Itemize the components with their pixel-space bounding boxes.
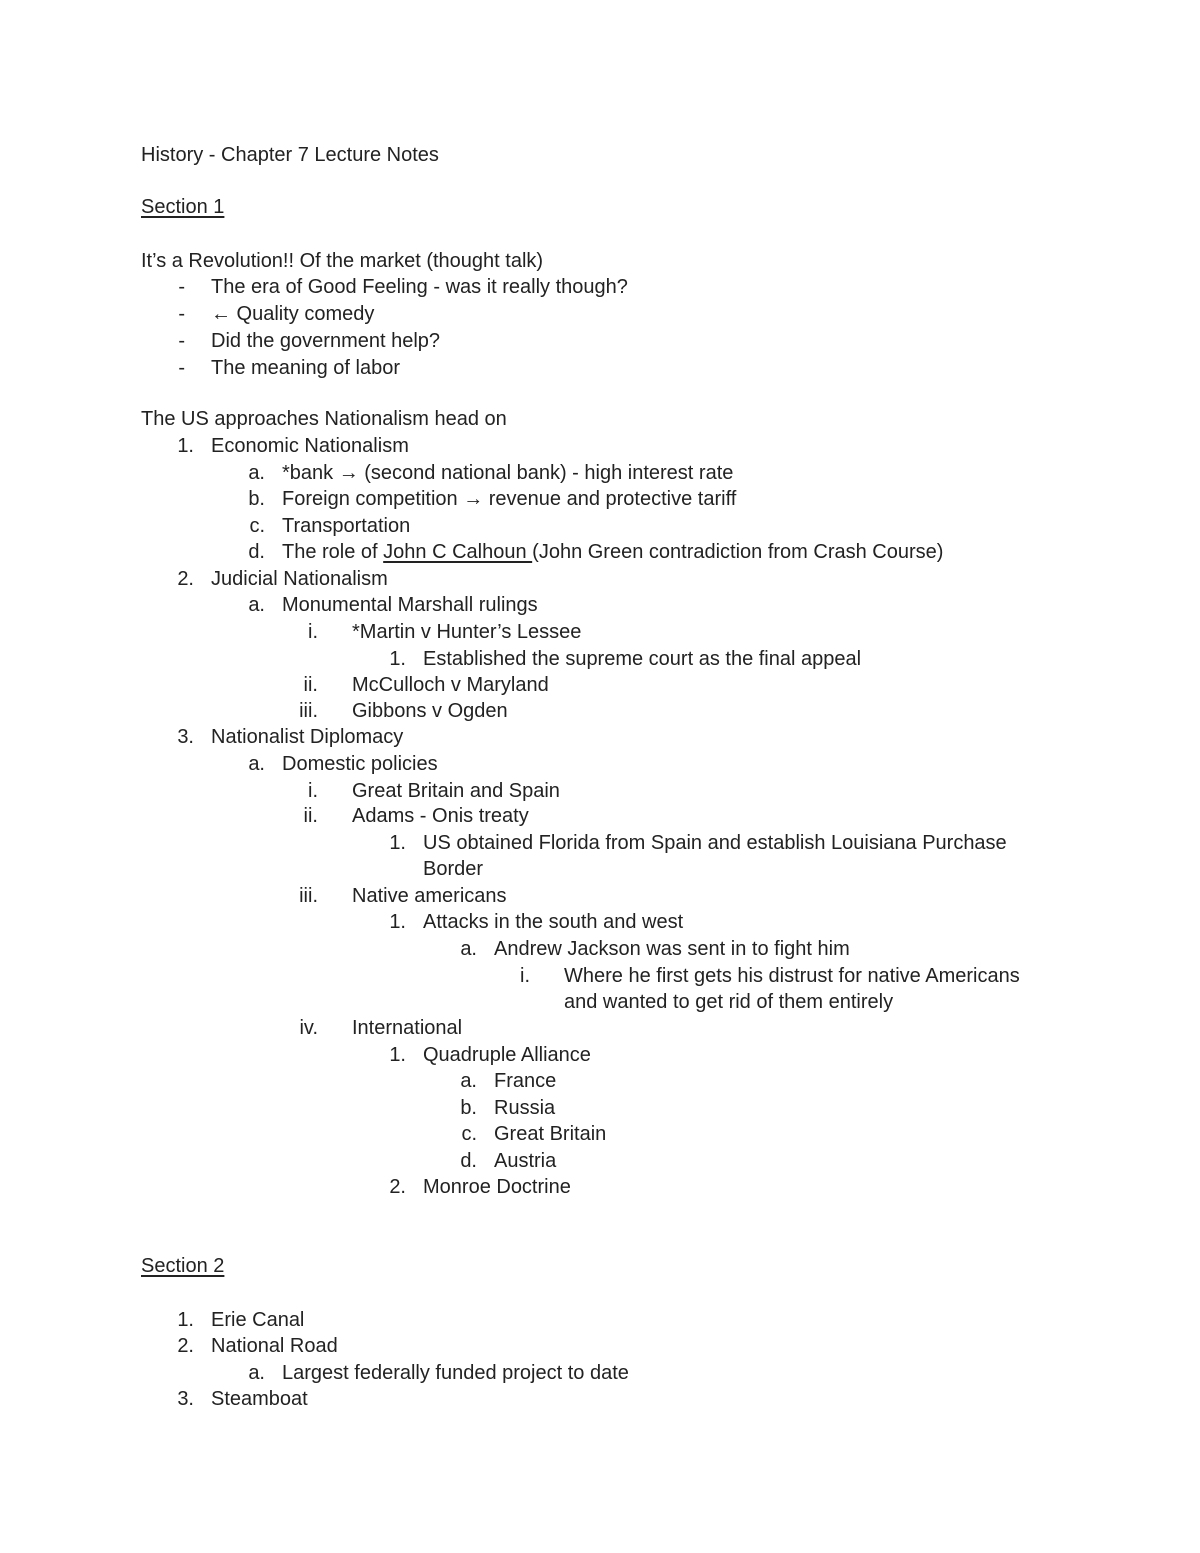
list-item-continuation: and wanted to get rid of them entirely: [564, 991, 894, 1013]
list-item: Andrew Jackson was sent in to fight him: [494, 938, 850, 960]
bullet-item: The meaning of labor: [211, 357, 401, 379]
list-marker: i.: [520, 965, 530, 987]
list-item: US obtained Florida from Spain and establish Louisiana Purchase: [423, 832, 1007, 854]
list-marker: 1.: [177, 435, 194, 457]
list-item-continuation: Border: [423, 858, 484, 880]
list-item: Where he first gets his distrust for native Americans: [564, 965, 1020, 987]
list-marker: i.: [308, 780, 318, 802]
list-marker: 1.: [389, 832, 406, 854]
list-marker: 3.: [177, 726, 194, 748]
list-marker: a.: [248, 1362, 265, 1384]
list-item: National Road: [211, 1335, 338, 1357]
list-item: Adams - Onis treaty: [352, 805, 529, 827]
bullet-marker: -: [178, 357, 185, 379]
list-marker: 1.: [389, 911, 406, 933]
list-marker: iii.: [299, 885, 318, 907]
list-marker: a.: [460, 938, 477, 960]
list-marker: b.: [460, 1097, 477, 1119]
list-item: [282, 539, 943, 565]
list-marker: 3.: [177, 1388, 194, 1410]
list-marker: d.: [248, 541, 265, 563]
list-item: Gibbons v Ogden: [352, 700, 508, 722]
list-marker: a.: [460, 1070, 477, 1092]
bullet-marker: -: [178, 303, 185, 325]
list-marker: a.: [248, 462, 265, 484]
list-item: Largest federally funded project to date: [282, 1362, 629, 1384]
list-item: Great Britain: [494, 1123, 607, 1145]
list-item: Native americans: [352, 885, 507, 907]
calhoun-link: John C Calhoun: [383, 541, 533, 563]
document-title: History - Chapter 7 Lecture Notes: [141, 144, 439, 166]
list-marker: c.: [249, 515, 265, 537]
list-item: Transportation: [282, 515, 411, 537]
list-marker: 2.: [177, 1335, 194, 1357]
list-marker: b.: [248, 488, 265, 510]
bullet-marker: -: [178, 330, 185, 352]
list-marker: a.: [248, 753, 265, 775]
list-marker: 1.: [389, 648, 406, 670]
bullet-item: The era of Good Feeling - was it really though?: [211, 276, 628, 298]
calhoun-suffix: (John Green contradiction from Crash Course): [532, 541, 944, 563]
calhoun-prefix: The role of: [282, 541, 384, 563]
list-marker: 2.: [389, 1176, 406, 1198]
list-marker: i.: [308, 621, 318, 643]
nationalism-heading: The US approaches Nationalism head on: [141, 408, 507, 430]
list-marker: 1.: [177, 1309, 194, 1331]
list-item: *bank → (second national bank) - high interest rate: [282, 462, 734, 484]
nationalist-diplomacy: Nationalist Diplomacy: [211, 726, 404, 748]
list-marker: iii.: [299, 700, 318, 722]
list-marker: d.: [460, 1150, 477, 1172]
list-item: Austria: [494, 1150, 557, 1172]
section-2-heading: Section 2: [141, 1255, 225, 1277]
list-item: Quadruple Alliance: [423, 1044, 591, 1066]
list-item: *Martin v Hunter’s Lessee: [352, 621, 582, 643]
intro-line: It’s a Revolution!! Of the market (thought talk): [141, 250, 544, 272]
list-item: Russia: [494, 1097, 556, 1119]
section-1-heading: Section 1: [141, 196, 225, 218]
economic-nationalism: Economic Nationalism: [211, 435, 409, 457]
list-item: Erie Canal: [211, 1309, 305, 1331]
list-marker: iv.: [299, 1017, 318, 1039]
list-item: Steamboat: [211, 1388, 308, 1410]
judicial-nationalism: Judicial Nationalism: [211, 568, 388, 590]
list-item: International: [352, 1017, 463, 1039]
list-item: Foreign competition → revenue and protective tariff: [282, 488, 737, 510]
list-marker: 1.: [389, 1044, 406, 1066]
list-marker: a.: [248, 594, 265, 616]
list-item: McCulloch v Maryland: [352, 674, 549, 696]
list-item: France: [494, 1070, 557, 1092]
list-item: Established the supreme court as the final appeal: [423, 648, 862, 670]
bullet-item: ← Quality comedy: [211, 303, 375, 325]
list-marker: ii.: [303, 805, 318, 827]
list-item: Attacks in the south and west: [423, 911, 684, 933]
list-item: Domestic policies: [282, 753, 438, 775]
list-item: Monumental Marshall rulings: [282, 594, 538, 616]
list-marker: 2.: [177, 568, 194, 590]
bullet-marker: -: [178, 276, 185, 298]
list-marker: c.: [461, 1123, 477, 1145]
list-marker: ii.: [303, 674, 318, 696]
list-item: Great Britain and Spain: [352, 780, 560, 802]
list-item: Monroe Doctrine: [423, 1176, 571, 1198]
bullet-item: Did the government help?: [211, 330, 441, 352]
